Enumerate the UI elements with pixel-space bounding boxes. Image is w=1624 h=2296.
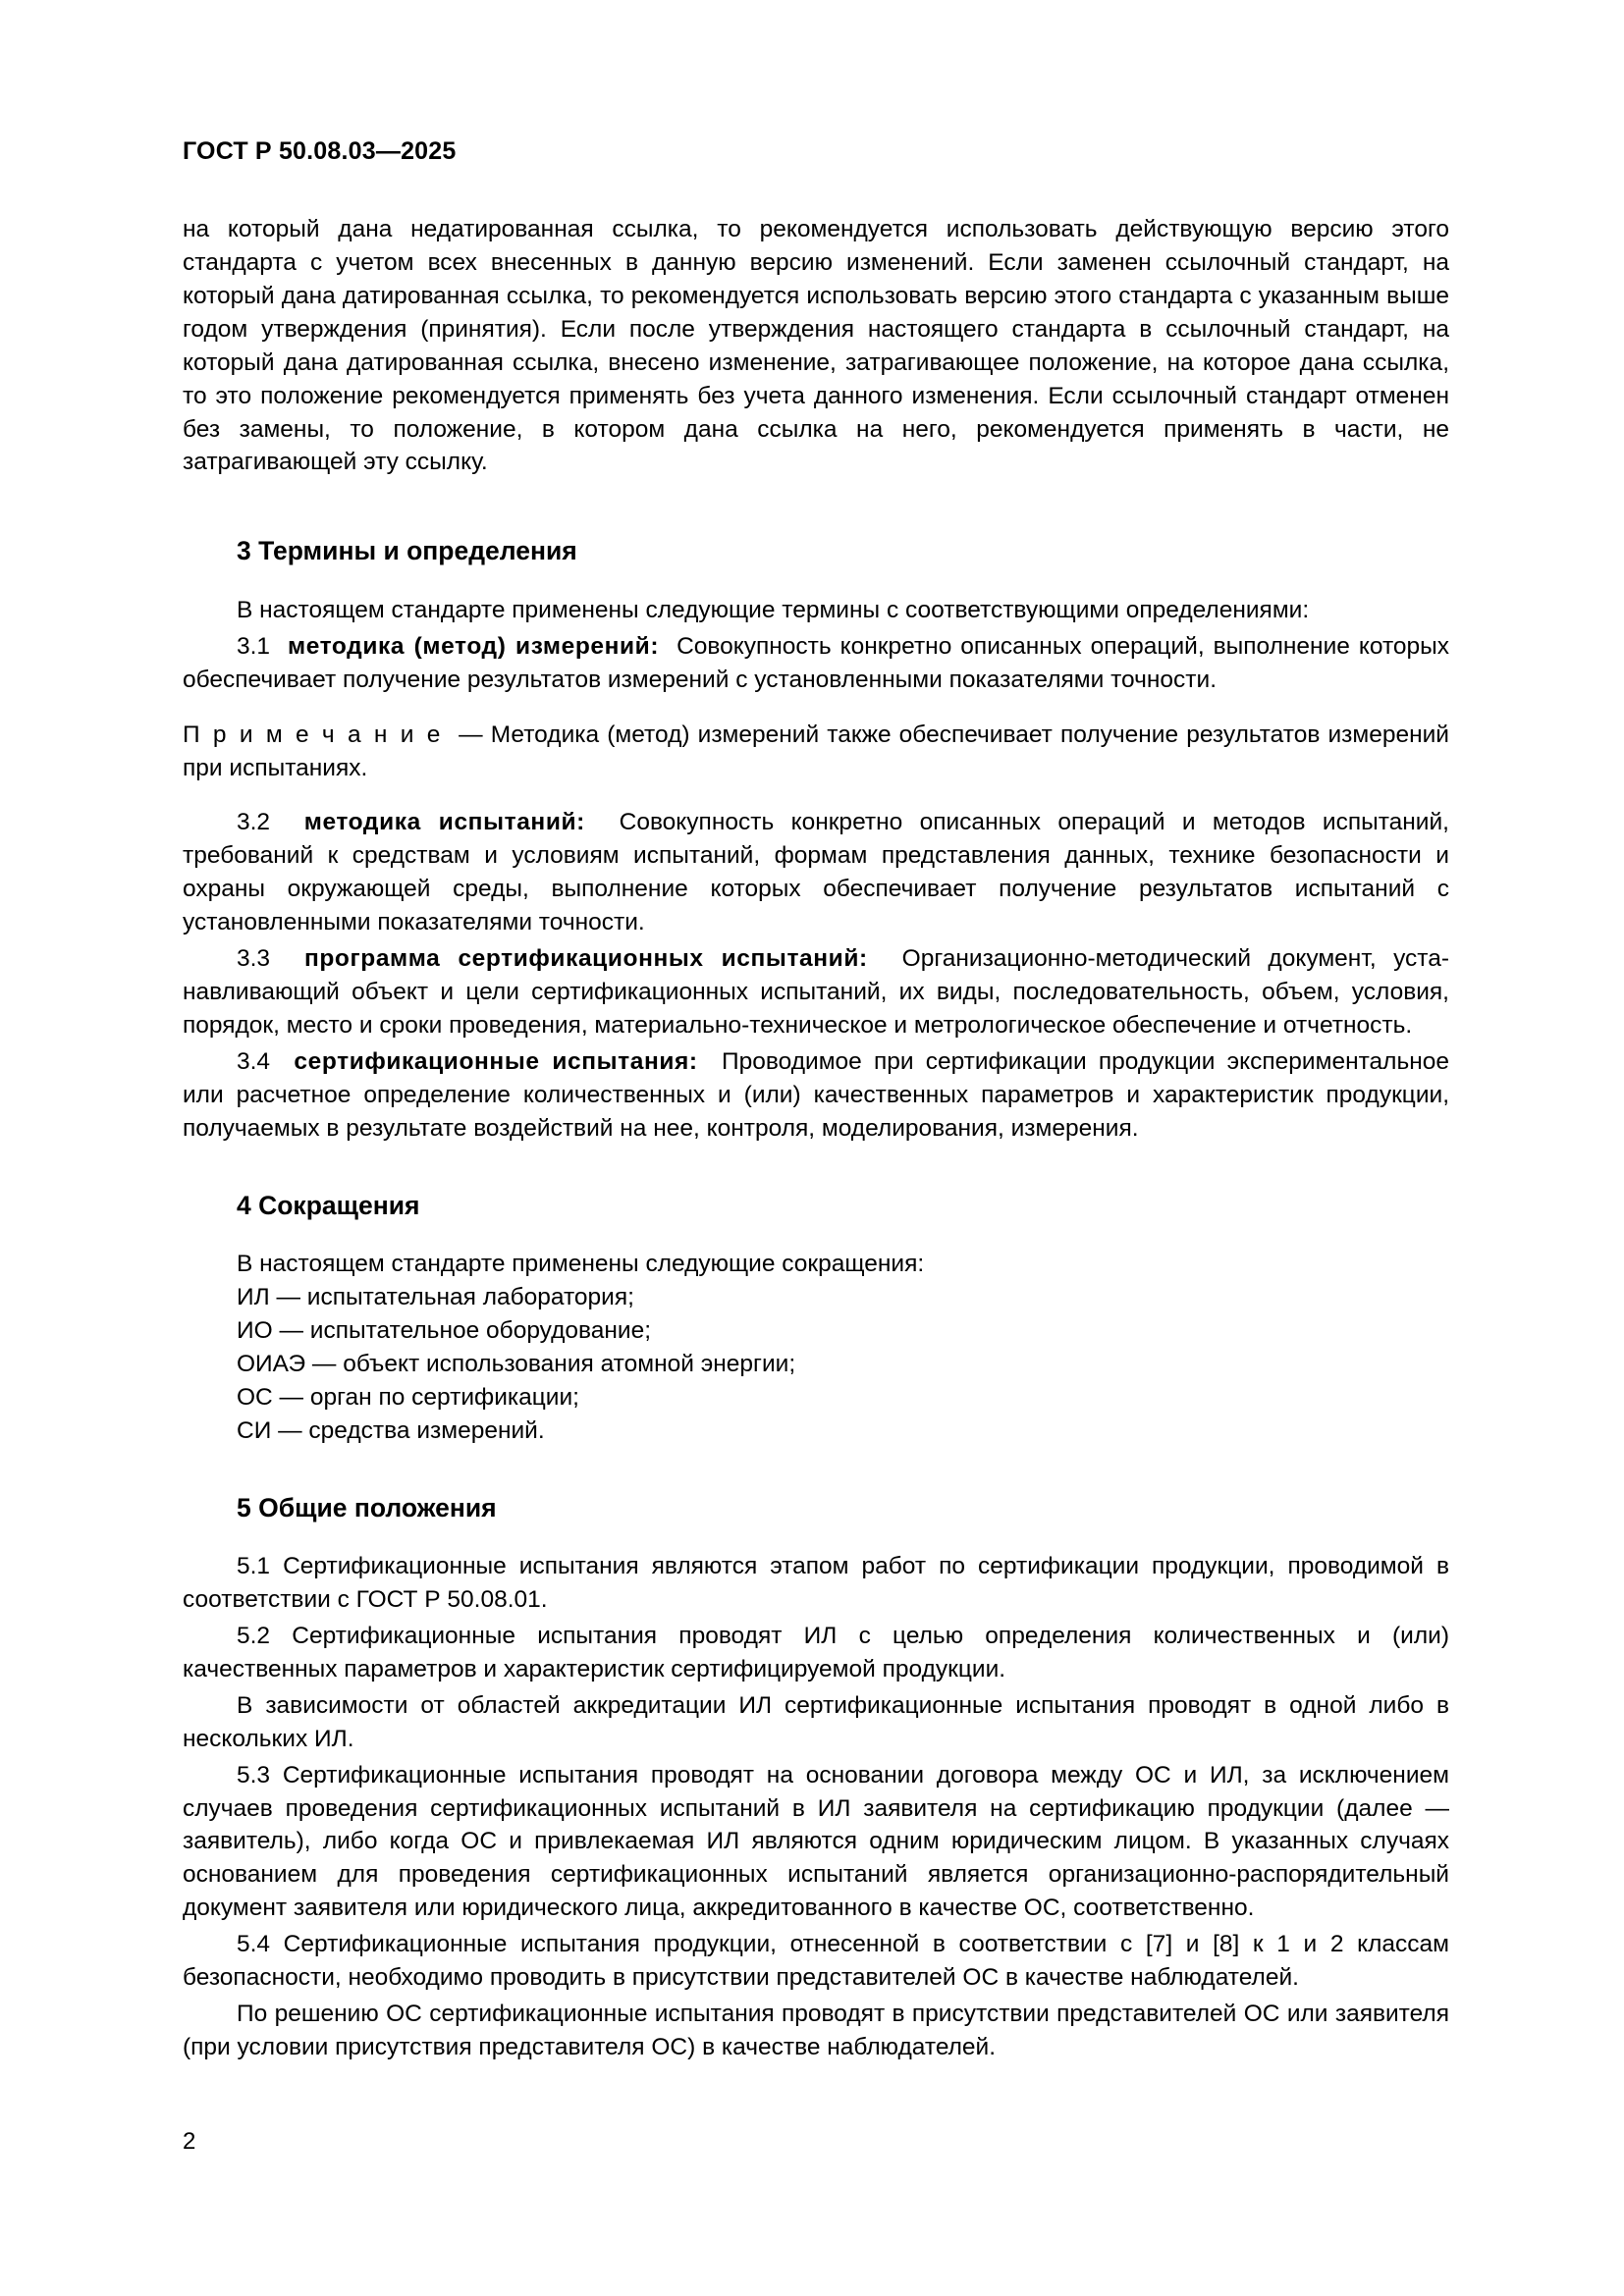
- term-text-3-1: Совокупность конкретно описанных операций, выполнение которых обеспечивает получение результатов измерений с установленными показателями точности.: [183, 632, 1449, 693]
- section-heading-abbreviations: 4 Сокращения: [237, 1190, 420, 1220]
- term-text-3-2: Совокупность конкретно описанных операций и методов испытаний, требований к средствам и условиям испытаний, формам представления данных, технике безопасности и охраны окружающей среды, выполнение которых обеспечивает получение результатов испытаний с установленными показателями точности.: [183, 809, 1449, 936]
- term-number-3-3: 3.3: [237, 945, 271, 973]
- terms-lead: В настоящем стандарте применены следующие термины с соответствующими определениями:: [237, 596, 1310, 623]
- term-item-3-4: [183, 1045, 1449, 1146]
- section-heading-terms: 3 Термины и определения: [237, 536, 577, 566]
- page-content: [183, 137, 1449, 2064]
- term-name-3-2: методика испытаний:: [303, 809, 585, 836]
- abbreviation-item: ИО — испытательное оборудование;: [237, 1316, 652, 1344]
- note-text: — Методика (метод) измерений также обеспечивает получение результатов измерений при испытаниях.: [183, 721, 1449, 781]
- general-paragraph-scope: В зависимости от областей аккредитации ИЛ сертификационные испытания проводят в одной либо в нескольких ИЛ.: [183, 1691, 1449, 1752]
- term-item-3-3: [183, 942, 1449, 1042]
- term-name-3-1: методика (метод) измерений:: [288, 632, 660, 660]
- term-number-3-2: 3.2: [237, 809, 271, 836]
- abbreviations-lead: В настоящем стандарте применены следующие сокращения:: [237, 1251, 925, 1278]
- term-text-3-4: Проводимое при сертификации продукции экспериментальное или расчетное определение количественных и (или) качественных параметров и характеристик продукции, получаемых в результате воздействий на нее, контроля, моделирования, измерения.: [183, 1047, 1450, 1142]
- section-heading-general: 5 Общие положения: [237, 1492, 497, 1522]
- term-item-3-2: [183, 806, 1449, 939]
- general-paragraph-5-1: 5.1 Сертификационные испытания являются этапом работ по сертификации продукции, проводимой в соответствии с ГОСТ Р 50.08.01.: [183, 1553, 1449, 1613]
- abbreviation-item: СИ — средства измерений.: [237, 1416, 545, 1444]
- term-text-3-3: Организационно-методический документ, устанавливающий объект и цели сертификационных испытаний, их виды, последовательность, объем, условия, порядок, место и сроки проведения, материально-техническое и метрологическое обеспечение и отчетность.: [183, 945, 1450, 1039]
- general-paragraph-5-4: 5.4 Сертификационные испытания продукции, отнесенной в соответствии с [7] и [8] к 1 и 2 классам безопасности, необходимо проводить в присутствии представителей ОС в качестве наблюдателей.: [183, 1931, 1449, 1992]
- page-number: 2: [183, 2128, 196, 2155]
- general-paragraph-observers: По решению ОС сертификационные испытания проводят в присутствии представителей ОС или заявителя (при условии присутствия представителя ОС) в качестве наблюдателей.: [183, 2001, 1449, 2060]
- term-number-3-1: 3.1: [237, 632, 271, 660]
- intro-paragraph: на который дана недатированная ссылка, то рекомендуется использовать действующую версию этого стандарта с учетом всех внесенных в данную версию изменений. Если заменен ссылочный стандарт, на который дана датированная ссылка, то рекомендуется использовать версию этого стандарта с указанным выше годом утверждения (принятия). Если после утверждения настоящего стандарта в ссылочный стандарт, на который дана датированная ссылка, внесено изменение, затрагивающее положение, на которое дана ссылка, то это положение рекомендуется применять без учета данного изменения. Если ссылочный стандарт отменен без замены, то положение, в котором дана ссылка на него, рекомендуется применять в части, не затрагивающей эту ссылку.: [183, 216, 1449, 476]
- abbreviation-item: ОИАЭ — объект использования атомной энергии;: [237, 1350, 796, 1377]
- term-item-3-1: [183, 630, 1449, 697]
- note-label: П р и м е ч а н и е: [183, 721, 443, 748]
- term-name-3-4: сертификационные испытания:: [294, 1047, 698, 1075]
- terms-note: [183, 719, 1449, 785]
- general-paragraph-5-2: 5.2 Сертификационные испытания проводят ИЛ с целью определения количественных и (или) качественных параметров и характеристик сертифицируемой продукции.: [183, 1622, 1449, 1682]
- abbreviation-item: ИЛ — испытательная лаборатория;: [237, 1284, 634, 1310]
- general-paragraph-5-3: 5.3 Сертификационные испытания проводят на основании договора между ОС и ИЛ, за исключением случаев проведения сертификационных испытаний в ИЛ заявителя на сертификацию продукции (далее — заявитель), либо когда ОС и привлекаемая ИЛ являются одним юридическим лицом. В указанных случаях основанием для проведения сертификационных испытаний является организационно-распорядительный документ заявителя или юридического лица, аккредитованного в качестве ОС, соответственно.: [183, 1761, 1449, 1922]
- term-name-3-3: программа сертификационных испытаний:: [303, 945, 868, 973]
- document-header: ГОСТ Р 50.08.03—2025: [183, 137, 457, 165]
- abbreviation-item: ОС — орган по сертификации;: [237, 1383, 579, 1411]
- term-number-3-4: 3.4: [237, 1047, 271, 1075]
